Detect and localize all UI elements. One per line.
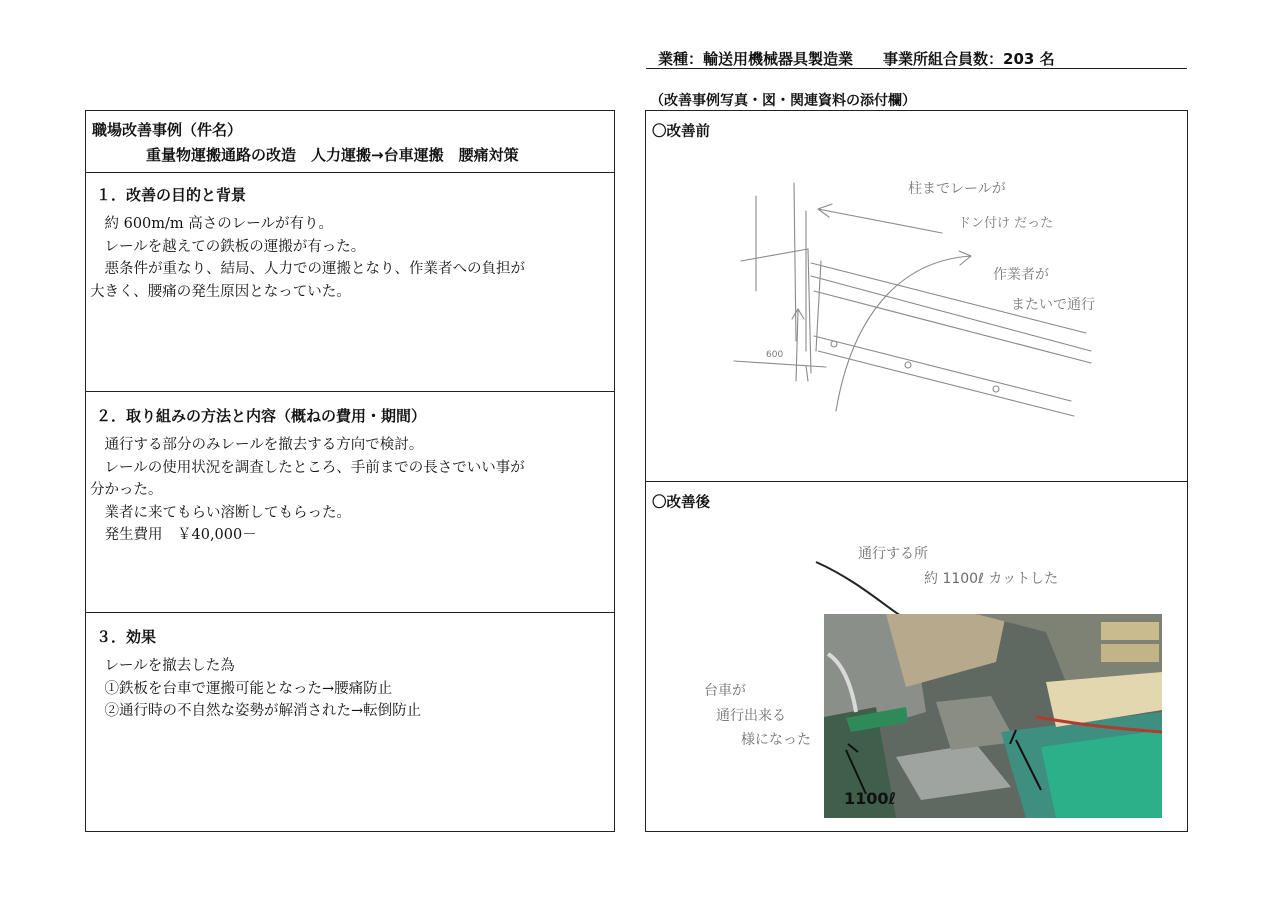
header-rule [646, 68, 1187, 69]
section-effect-text [90, 655, 421, 723]
section-purpose-title: １．改善の目的と背景 [96, 186, 247, 204]
photo-note: 通行する所 [858, 546, 928, 562]
text-line: 通行する部分のみレールを撤去する方向で検討。 [104, 437, 424, 453]
photo-pointer-line [816, 562, 908, 620]
text-line: 分かった。 [90, 482, 163, 498]
text-line: 悪条件が重なり、結局、人力での運搬となり、作業者への負担が [104, 261, 525, 277]
text-line: 業者に来てもらい溶断してもらった。 [104, 504, 351, 521]
photo-image [824, 614, 1162, 818]
section-purpose-box [85, 172, 615, 392]
sketch-dim-label: 600 [766, 350, 784, 360]
sketch-height-arrow [792, 309, 804, 381]
sketch-note: またいで通行 [1011, 297, 1095, 313]
industry-text: 業種：輸送用機械器具製造業 [658, 50, 854, 68]
section-method-text [90, 434, 525, 547]
sketch-dim-arrow [818, 204, 942, 233]
photo-note: 約 1100ℓ カットした [924, 571, 1059, 587]
section-method-box [85, 391, 615, 613]
text-line: ①鉄板を台車で運搬可能となった→腰痛防止 [104, 680, 393, 697]
after-panel [645, 481, 1188, 832]
photo-note: 様になった [741, 732, 811, 748]
sketch-note: ドン付け だった [958, 216, 1054, 231]
header-line [658, 48, 1055, 69]
text-line: ②通行時の不自然な姿勢が解消された→転倒防止 [104, 703, 422, 719]
before-sketch [646, 111, 1189, 483]
case-label: 職場改善事例（件名） [92, 121, 243, 139]
section-effect-box [85, 612, 615, 832]
before-panel [645, 110, 1188, 482]
before-label: 〇改善前 [652, 124, 710, 140]
sketch-note: 柱までレールが [908, 181, 1006, 197]
text-line: レールを越えての鉄板の運搬が有った。 [104, 238, 366, 255]
section-method-title: ２．取り組みの方法と内容（概ねの費用・期間） [96, 407, 427, 425]
section-effect-title: ３．効果 [96, 628, 157, 646]
after-photo [646, 482, 1189, 833]
text-line: レールを撤去した為 [104, 658, 235, 674]
sketch-pillar [741, 183, 811, 373]
text-line: 大きく、腰痛の発生原因となっていた。 [90, 283, 351, 300]
text-line: レールの使用状況を調査したところ、手前までの長さでいい事が [104, 459, 525, 476]
case-title: 重量物運搬通路の改造 人力運搬→台車運搬 腰痛対策 [146, 146, 519, 164]
text-line: 発生費用 ￥40,000－ [104, 527, 257, 543]
sketch-pillar-base [734, 361, 826, 381]
photo-dimension-label: 1100ℓ [844, 789, 897, 808]
sketch-bolt [905, 362, 911, 368]
sketch-note: 作業者が [993, 267, 1049, 283]
text-line: 約 600m/m 高さのレールが有り。 [104, 216, 333, 232]
member-count-text: 事業所組合員数：203 名 [883, 50, 1055, 68]
photo-note: 通行出来る [716, 708, 786, 724]
section-purpose-text [90, 213, 525, 303]
sketch-bolt [993, 386, 999, 392]
case-title-box [85, 110, 615, 173]
sketch-bolt [831, 341, 837, 347]
photo-note: 台車が [704, 683, 746, 699]
after-label: 〇改善後 [652, 495, 710, 511]
attachment-caption: （改善事例写真・図・関連資料の添付欄） [650, 93, 916, 109]
